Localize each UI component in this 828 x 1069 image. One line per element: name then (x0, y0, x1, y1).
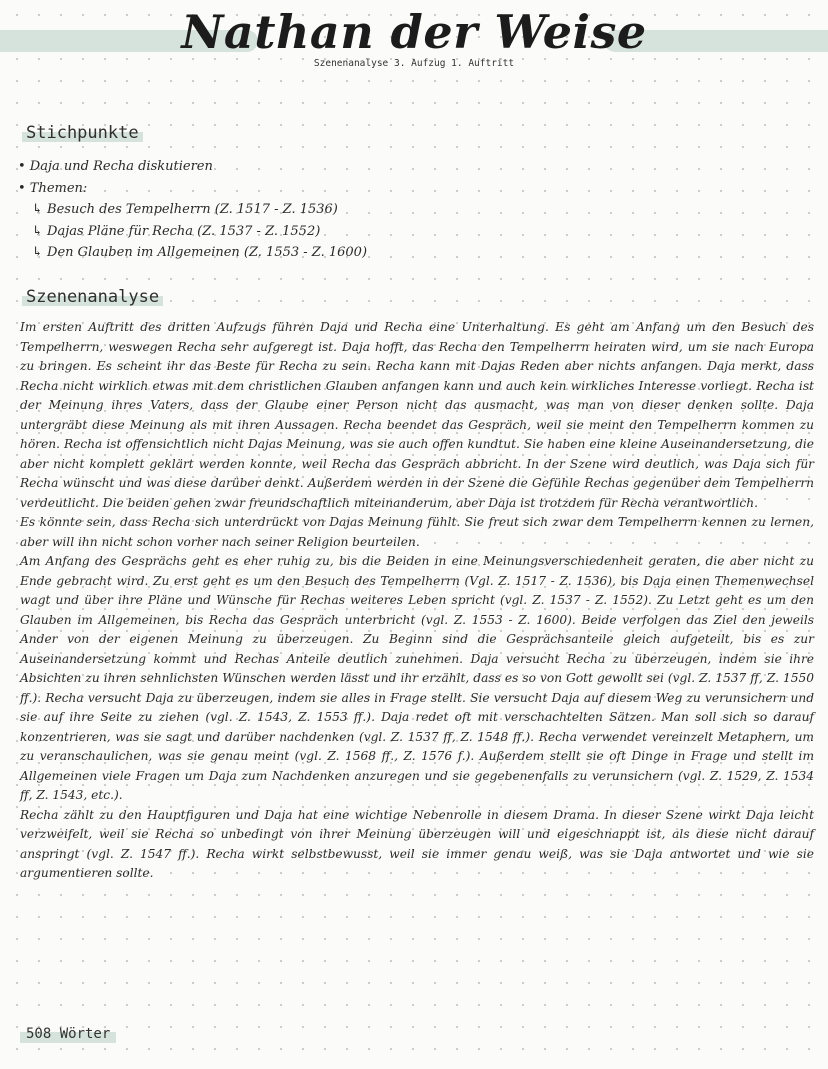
paragraph: Es könnte sein, dass Recha sich unterdrückt von Dajas Meinung fühlt. Sie freut sich zwar dem Tempelherrn kennen zu lernen, aber will ihn nicht schon vorher nach seiner Religion beurteilen. (20, 515, 814, 549)
heading-szenenanalyse: Szenenanalyse (22, 286, 163, 308)
paragraph: Am Anfang des Gesprächs geht es eher ruhig zu, bis die Beiden in eine Meinungsverschiedenheit geraten, die aber nicht zu Ende gebracht wird. Zu erst geht es um den Besuch des Tempelherrn (Vgl. Z. 1517 - Z. 1536), bis Daja einen Themenwechsel wagt und über ihre Pläne und Wünsche für Rechas weiteres Leben spricht (vgl. Z. 1537 - Z. 1552). Zu Letzt geht es um den Glauben im Allgemeinen, bis Recha das Gespräch unterbricht (vgl. Z. 1553 - Z. 1600). Beide verfolgen das Ziel den jeweils Ander von der eigenen Meinung zu überzeugen. Zu Beginn sind die Gesprächsanteile gleich aufgeteilt, bis es zur Auseinandersetzung kommt und Rechas Anteile deutlich zunehmen. Daja versucht Recha zu überzeugen, indem sie ihre Absichten zu ihren sehnlichsten Wünschen werden lässt und ihr erzählt, dass es so von Gott gewollt sei (vgl. Z. 1537 ff, Z. 1550 ff.). Recha versucht Daja zu überzeugen, indem sie alles in Frage stellt. Sie versucht Daja auf diesem Weg zu verunsichern und sie auf ihre Seite zu ziehen (vgl. Z. 1543, Z. 1553 ff.). Daja redet oft mit verschachtelten Sätzen. Man soll sich so darauf konzentrieren, was sie sagt und darüber nachdenken (vgl. Z. 1537 ff, Z. 1548 ff.). Recha verwendet vereinzelt Metaphern, um zu veranschaulichen, was sie genau meint (vgl. Z. 1568 ff., Z. 1576 f.). Außerdem stellt sie oft Dinge in Frage und stellt im Allgemeinen viele Fragen um Daja zum Nachdenken anzuregen und sie gegebenenfalls zu verunsichern (vgl. Z. 1529, Z. 1534 ff, Z. 1543, etc.). (20, 554, 814, 802)
paragraph: Im ersten Auftritt des dritten Aufzugs führen Daja und Recha eine Unterhaltung. Es geht am Anfang um den Besuch des Tempelherrn, weswegen Recha sehr aufgeregt ist. Daja hofft, das Recha den Tempelherrn heiraten wird, um sie nach Europa zu bringen. Es scheint ihr das Beste für Recha zu sein. Recha kann mit Dajas Reden aber nichts anfangen. Daja merkt, dass Recha nicht wirklich etwas mit dem christlichen Glauben anfangen kann und auch kein wirkliches Interesse vorliegt. Recha ist der Meinung ihres Vaters, dass der Glaube einer Person nicht das ausmacht, was man von dieser denken sollte. Daja untergräbt diese Meinung als mit ihren Aussagen. Recha beendet das Gespräch, weil sie meint den Tempelherrn kommen zu hören. Recha ist offensichtlich nicht Dajas Meinung, was sie auch offen kundtut. Sie haben eine kleine Auseinandersetzung, die aber nicht komplett geklärt werden konnte, weil Recha das Gespräch abbricht. In der Szene wird deutlich, was Daja sich für Recha wünscht und was diese darüber denkt. Außerdem werden in der Szene die Gefühle Rechas gegenüber dem Tempelherrn verdeutlicht. Die beiden gehen zwar freundschaftlich miteinanderum, aber Daja ist trotzdem für Recha verantwortlich. (20, 320, 814, 510)
analysis-text (20, 318, 814, 884)
heading-stichpunkte: Stichpunkte (22, 122, 143, 144)
page-subtitle: Szenenanalyse 3. Aufzug 1. Auftritt (313, 58, 515, 69)
page-title: Nathan der Weise (181, 5, 647, 59)
list-item: • Themen: (18, 180, 88, 196)
list-item: • Daja und Recha diskutieren (18, 159, 213, 174)
paragraph: Recha zählt zu den Hauptfiguren und Daja hat eine wichtige Nebenrolle in diesem Drama. In dieser Szene wirkt Daja leicht verzweifelt, weil sie Recha so unbedingt von ihrer Meinung überzeugen will und eigeschnappt ist, als diese nicht darauf anspringt (vgl. Z. 1547 ff.). Recha wirkt selbstbewusst, weil sie immer genau weiß, was sie Daja antwortet und wie sie argumentieren sollte. (20, 807, 814, 880)
stichpunkte-list (18, 156, 498, 264)
list-item: ↳ Den Glauben im Allgemeinen (Z. 1553 - Z. 1600) (32, 245, 368, 260)
word-count: 508 Wörter (20, 1024, 116, 1044)
list-item: ↳ Dajas Pläne für Recha (Z. 1537 - Z. 1552) (32, 223, 321, 239)
list-item: ↳ Besuch des Tempelherrn (Z. 1517 - Z. 1536) (32, 202, 338, 217)
